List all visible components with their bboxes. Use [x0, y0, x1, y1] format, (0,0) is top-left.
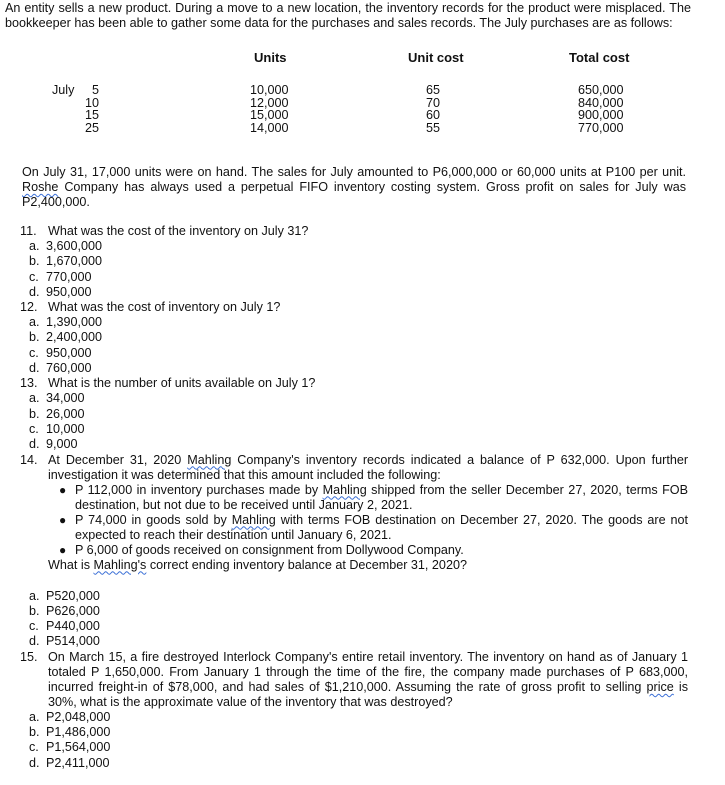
- option-a: a. 34,000: [29, 391, 85, 406]
- option-d: d. P2,411,000: [29, 755, 110, 770]
- total-cost-cell: 650,000: [578, 83, 624, 97]
- unit-cost-cell: 70: [426, 95, 441, 110]
- units-cell: 14,000: [250, 120, 289, 135]
- option-d: d. P514,000: [29, 634, 100, 649]
- question-number: 15.: [20, 649, 38, 664]
- total-cost-cell: 840,000: [578, 95, 624, 110]
- option-a: a. P2,048,000: [29, 709, 111, 724]
- option-b: b. 2,400,000: [29, 330, 103, 345]
- option-b: b. 26,000: [29, 406, 85, 421]
- option-b: b. P626,000: [29, 603, 100, 618]
- question-number: 13.: [20, 376, 38, 391]
- company-name: Mahling: [231, 512, 276, 527]
- units-column: [250, 84, 289, 134]
- day-cell: 25: [84, 120, 99, 135]
- question-text: What was the cost of the inventory on July 31?: [48, 224, 309, 238]
- option-d: d. 9,000: [29, 437, 78, 452]
- bullet-icon: ●: [59, 482, 67, 497]
- header-total-cost: Total cost: [569, 50, 630, 65]
- option-c: c. 10,000: [29, 421, 85, 436]
- option-b: b. P1,486,000: [29, 725, 111, 740]
- company-name: Mahling: [187, 452, 232, 467]
- month-label: July: [52, 83, 75, 97]
- intro-paragraph: An entity sells a new product. During a move to a new location, the inventory records for the product were misplaced. The bookkeeper has been able to gather some data for the purchases and sales records. The July purchases are as follows:: [5, 1, 691, 30]
- unit-cost-cell: 55: [426, 120, 441, 135]
- bullet-icon: ●: [59, 542, 67, 557]
- unit-cost-column: [426, 84, 440, 134]
- total-cost-column: [578, 84, 624, 134]
- option-d: d. 760,000: [29, 361, 92, 376]
- bullet-item: ● P 6,000 of goods received on consignment from Dollywood Company.: [59, 542, 464, 557]
- flagged-word: price: [646, 679, 674, 694]
- question-12: [20, 300, 688, 315]
- day-cell: 5: [91, 83, 99, 97]
- units-cell: 12,000: [250, 95, 289, 110]
- question-14-prompt: What is Mahling's correct ending inventory balance at December 31, 2020?: [48, 557, 467, 572]
- bullet-icon: ●: [59, 512, 67, 527]
- bullet-item: ● P 74,000 in goods sold by Mahling with terms FOB destination on December 27, 2020. The goods are not expected to reach their destination until January 6, 2021.: [59, 512, 689, 542]
- questions-list: [20, 224, 688, 771]
- unit-cost-cell: 60: [426, 108, 441, 122]
- unit-cost-cell: 65: [426, 83, 441, 97]
- header-units: Units: [254, 50, 287, 65]
- days-column: [82, 84, 99, 134]
- question-number: 14.: [20, 452, 38, 467]
- option-c: c. 770,000: [29, 269, 92, 284]
- company-name: Roshe: [22, 180, 59, 194]
- company-name: Mahling's: [93, 557, 147, 572]
- day-cell: 15: [84, 108, 99, 122]
- day-cell: 10: [84, 95, 99, 110]
- company-name: Mahling: [322, 482, 367, 497]
- question-text: What is the number of units available on July 1?: [48, 376, 316, 391]
- option-a: a. P520,000: [29, 588, 100, 603]
- units-cell: 10,000: [250, 83, 289, 97]
- bullet-item: ● P 112,000 in inventory purchases made by Mahling shipped from the seller December 27, 2020, terms FOB destination, but not due to be received until January 2, 2021.: [59, 482, 689, 512]
- total-cost-cell: 900,000: [578, 108, 624, 122]
- facts-paragraph: On July 31, 17,000 units were on hand. The sales for July amounted to P6,000,000 or 60,000 units at P100 per unit. Roshe Company has always used a perpetual FIFO inventory costing system. Gross profit on sales for July was P2,400,000.: [22, 165, 687, 209]
- question-13: [20, 376, 688, 391]
- question-text: What was the cost of inventory on July 1?: [48, 300, 281, 315]
- header-unit-cost: Unit cost: [408, 50, 464, 65]
- option-a: a. 1,390,000: [29, 315, 103, 330]
- option-c: c. P440,000: [29, 619, 100, 634]
- option-b: b. 1,670,000: [29, 254, 103, 269]
- question-15: 15. On March 15, a fire destroyed Interlock Company's entire retail inventory. The inventory on hand as of January 1 totaled P 1,650,000. From January 1 through the time of the fire, the company made purchases of P 683,000, incurred freight-in of $78,000, and had sales of $1,210,000. Assuming the rate of gross profit to selling price is 30%, what is the approximate value of the inventory that was destroyed?: [20, 649, 689, 709]
- question-14: 14. At December 31, 2020 Mahling Company's inventory records indicated a balance of P 632,000. Upon further investigation it was determined that this amount included the following:: [20, 452, 689, 482]
- option-c: c. P1,564,000: [29, 740, 111, 755]
- question-number: 12.: [20, 300, 38, 315]
- option-c: c. 950,000: [29, 345, 92, 360]
- option-a: a. 3,600,000: [29, 239, 103, 253]
- option-d: d. 950,000: [29, 284, 92, 299]
- question-number: 11.: [20, 224, 37, 238]
- units-cell: 15,000: [250, 108, 289, 122]
- total-cost-cell: 770,000: [578, 120, 624, 135]
- question-11: [20, 224, 688, 239]
